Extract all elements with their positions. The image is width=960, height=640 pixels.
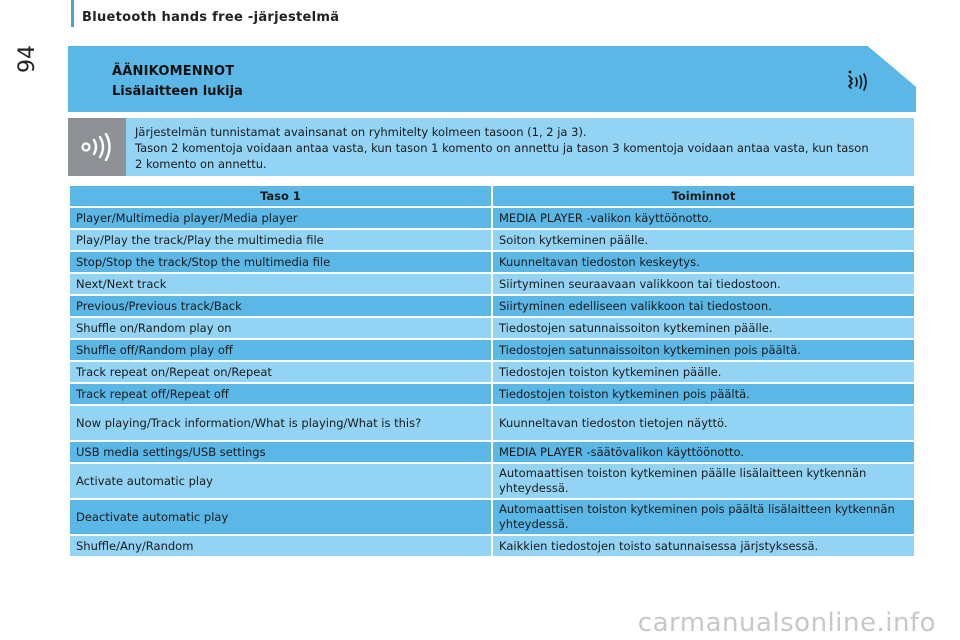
intro-icon-box (68, 118, 126, 176)
table-row (70, 318, 914, 338)
page-number: 94 (15, 45, 40, 73)
table-row (70, 536, 914, 556)
table-row (70, 464, 914, 498)
section-heading: ÄÄNIKOMENNOT (112, 64, 235, 79)
column-header-level: Taso 1 (70, 186, 491, 206)
action-cell: Tiedostojen satunnaissoiton kytkeminen päälle. (493, 318, 914, 338)
action-cell: Tiedostojen toiston kytkeminen päälle. (493, 362, 914, 382)
watermark: carmanualsonline.info (637, 608, 936, 638)
table-row (70, 500, 914, 534)
intro-line: Järjestelmän tunnistamat avainsanat on ryhmitelty kolmeen tasoon (1, 2 ja 3). (135, 125, 587, 139)
command-cell: Next/Next track (70, 274, 491, 294)
table-row (70, 362, 914, 382)
action-cell: Tiedostojen toiston kytkeminen pois päältä. (493, 384, 914, 404)
command-cell: Track repeat on/Repeat on/Repeat (70, 362, 491, 382)
action-cell: Siirtyminen seuraavaan valikkoon tai tiedostoon. (493, 274, 914, 294)
command-cell: USB media settings/USB settings (70, 442, 491, 462)
command-cell: Player/Multimedia player/Media player (70, 208, 491, 228)
table-row (70, 442, 914, 462)
sound-wave-icon (80, 133, 114, 161)
action-cell: Automaattisen toiston kytkeminen päälle lisälaitteen kytkennän yhteydessä. (493, 464, 914, 498)
table-row (70, 406, 914, 440)
section-banner (68, 46, 916, 112)
section-subheading: Lisälaitteen lukija (112, 84, 243, 99)
table-row (70, 230, 914, 250)
action-cell: MEDIA PLAYER -valikon käyttöönotto. (493, 208, 914, 228)
table-row (70, 296, 914, 316)
voice-command-icon (842, 68, 870, 96)
action-cell: Siirtyminen edelliseen valikkoon tai tiedostoon. (493, 296, 914, 316)
command-cell: Deactivate automatic play (70, 500, 491, 534)
intro-line: 2 komento on annettu. (135, 157, 267, 171)
table-row (70, 252, 914, 272)
action-cell: Soiton kytkeminen päälle. (493, 230, 914, 250)
table-row (70, 208, 914, 228)
voice-command-table (68, 184, 916, 558)
action-cell: Kaikkien tiedostojen toisto satunnaisessa järjstyksessä. (493, 536, 914, 556)
action-cell: Automaattisen toiston kytkeminen pois päältä lisälaitteen kytkennän yhteydessä. (493, 500, 914, 534)
command-cell: Previous/Previous track/Back (70, 296, 491, 316)
command-cell: Now playing/Track information/What is playing/What is this? (70, 406, 491, 440)
side-rule (71, 0, 74, 27)
table-row (70, 274, 914, 294)
intro-line: Tason 2 komentoja voidaan antaa vasta, kun tason 1 komento on annettu ja tason 3 komentoja voidaan antaa vasta, kun tason (135, 141, 869, 155)
command-cell: Shuffle on/Random play on (70, 318, 491, 338)
table-row (70, 384, 914, 404)
running-title: Bluetooth hands free -järjestelmä (82, 10, 340, 25)
command-cell: Stop/Stop the track/Stop the multimedia file (70, 252, 491, 272)
command-cell: Play/Play the track/Play the multimedia file (70, 230, 491, 250)
command-cell: Shuffle off/Random play off (70, 340, 491, 360)
intro-text (135, 124, 905, 172)
command-cell: Activate automatic play (70, 464, 491, 498)
table-row (70, 340, 914, 360)
table-header-row (70, 186, 914, 206)
action-cell: Tiedostojen satunnaissoiton kytkeminen pois päältä. (493, 340, 914, 360)
command-cell: Track repeat off/Repeat off (70, 384, 491, 404)
action-cell: Kuunneltavan tiedoston keskeytys. (493, 252, 914, 272)
column-header-actions: Toiminnot (493, 186, 914, 206)
command-cell: Shuffle/Any/Random (70, 536, 491, 556)
action-cell: Kuunneltavan tiedoston tietojen näyttö. (493, 406, 914, 440)
action-cell: MEDIA PLAYER -säätövalikon käyttöönotto. (493, 442, 914, 462)
